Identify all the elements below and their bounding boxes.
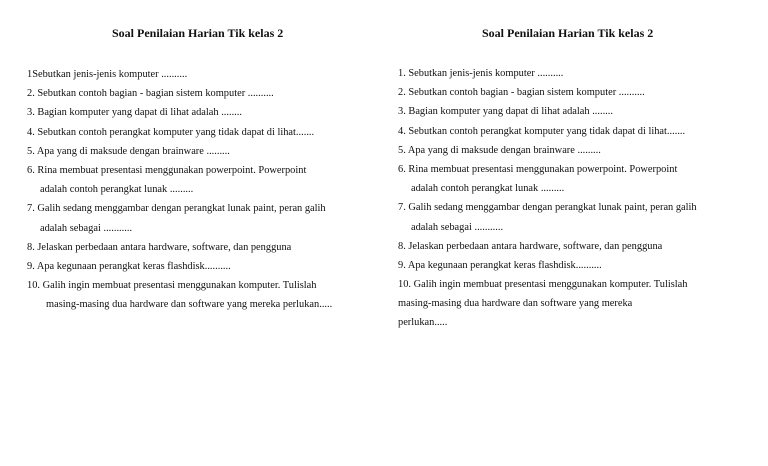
question-6-continuation: adalah contoh perangkat lunak ......... (40, 184, 194, 196)
question-2: 2. Sebutkan contoh bagian - bagian sistem komputer .......... (398, 87, 645, 99)
right-page (384, 0, 768, 466)
question-list (398, 64, 697, 333)
question-9: 9. Apa kegunaan perangkat keras flashdisk.......... (398, 259, 602, 271)
question-8: 8. Jelaskan perbedaan antara hardware, software, dan pengguna (27, 241, 292, 253)
question-7-continuation: adalah sebagai ........... (40, 222, 133, 234)
question-1: 1Sebutkan jenis-jenis komputer .......... (27, 69, 188, 80)
question-4: 4. Sebutkan contoh perangkat komputer yang tidak dapat di lihat....... (27, 126, 315, 138)
question-5: 5. Apa yang di maksude dengan brainware ......... (27, 145, 230, 157)
question-1: 1. Sebutkan jenis-jenis komputer .......... (398, 68, 564, 79)
question-8: 8. Jelaskan perbedaan antara hardware, software, dan pengguna (398, 240, 663, 252)
question-7-continuation: adalah sebagai ........... (411, 221, 504, 233)
question-10: 10. Galih ingin membuat presentasi menggunakan komputer. Tulislah (27, 280, 317, 292)
question-3: 3. Bagian komputer yang dapat di lihat adalah ........ (27, 107, 242, 119)
page-title: Soal Penilaian Harian Tik kelas 2 (482, 26, 654, 40)
question-10-continuation: perlukan..... (398, 317, 448, 329)
question-7: 7. Galih sedang menggambar dengan perangkat lunak paint, peran galih (27, 203, 326, 215)
question-10-continuation: masing-masing dua hardware dan software yang mereka perlukan..... (46, 299, 333, 311)
question-6: 6. Rina membuat presentasi menggunakan powerpoint. Powerpoint (398, 163, 678, 175)
question-7: 7. Galih sedang menggambar dengan perangkat lunak paint, peran galih (398, 202, 697, 214)
question-6: 6. Rina membuat presentasi menggunakan powerpoint. Powerpoint (27, 164, 307, 176)
question-10-continuation: masing-masing dua hardware dan software yang mereka (398, 298, 633, 310)
question-6-continuation: adalah contoh perangkat lunak ......... (411, 183, 565, 195)
question-9: 9. Apa kegunaan perangkat keras flashdisk.......... (27, 260, 231, 272)
question-5: 5. Apa yang di maksude dengan brainware ......... (398, 144, 601, 156)
page-title: Soal Penilaian Harian Tik kelas 2 (112, 26, 284, 40)
question-3: 3. Bagian komputer yang dapat di lihat adalah ........ (398, 106, 613, 118)
question-10: 10. Galih ingin membuat presentasi menggunakan komputer. Tulislah (398, 279, 688, 291)
question-2: 2. Sebutkan contoh bagian - bagian sistem komputer .......... (27, 88, 274, 100)
question-list (27, 65, 332, 314)
question-4: 4. Sebutkan contoh perangkat komputer yang tidak dapat di lihat....... (398, 125, 686, 137)
